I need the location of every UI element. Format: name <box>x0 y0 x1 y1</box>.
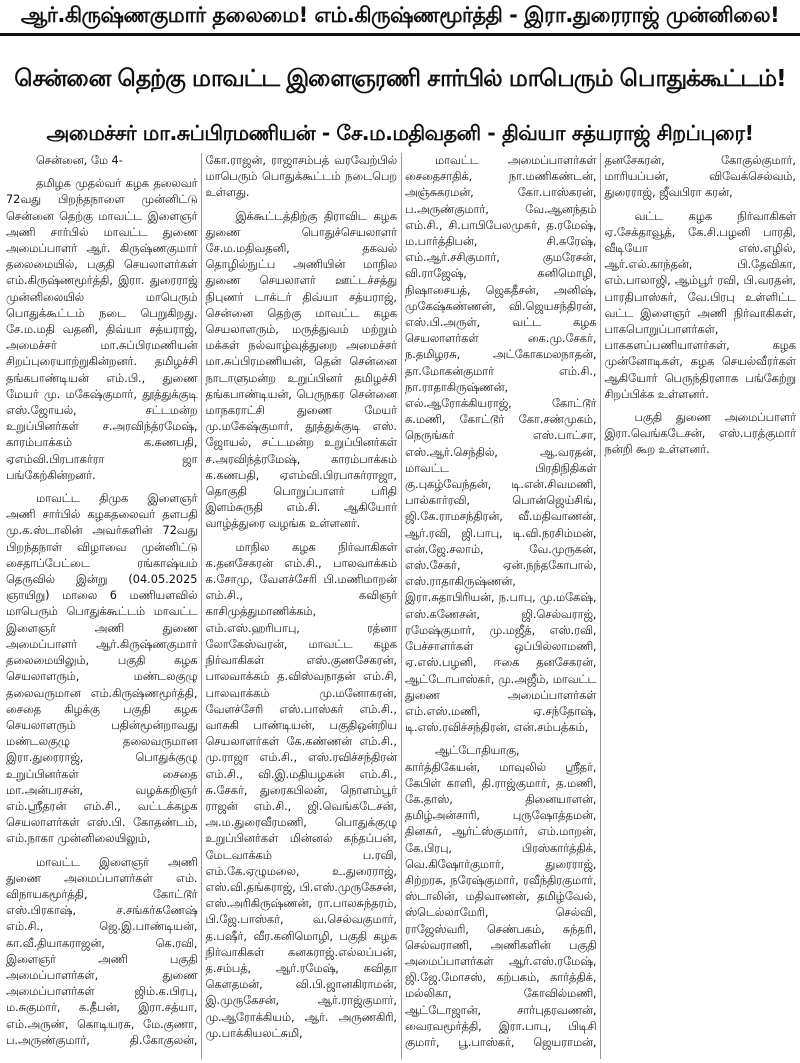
article-paragraph: இக்கூட்டத்திற்கு திராவிட கழக துணை பொதுச்செயலாளர் சே.ம.மதிவதனி, தகவல் தொழில்நுட்ப அணியின் மாநில துணை செயலாளர் ஊட்டச்சத்து நிபுணர் டாக்டர் திவ்யா சத்யராஜ், சென்னை தெற்கு மாவட்ட கழக செயலாளரும், மருத்துவம் மற்றும் மக்கள் நல்வாழ்வுத்துறை அமைச்சர் மா.சுப்பிரமணியன், தென் சென்னை நாடாளுமன்ற உறுப்பினர் தமிழச்சி தங்கபாண்டியன், பெருநகர சென்னை மாநகராட்சி துணை மேயர் மு.மகேஷ்குமார், தூத்துக்குடி எஸ். ஜோயல், சட்டமன்ற உறுப்பினர்கள் ச.அரவிந்த்ரமேஷ், காரம்பாக்கம் க.கணபதி, ஏஎம்வி.பிரபாகர்ராஜா, தொகுதி பொறுப்பாளர் பரிதி இளம்சுருதி எம்.சி. ஆகியோர் வாழ்த்துரை வழங்க உள்ளனர். <box>205 209 397 531</box>
article-paragraph: ஆட்டோதியாகு, கார்த்திகேயன், மாவுலில் ஸ்ரீதர், கேபிள் காளி, தி.ராஜ்குமார், த.மணி, கே.தாஸ், தினையாளன், தமிழ்அன்சாரி, புருஷோத்தமன், தினகர், ஆர்ட்ஸ்குமார், எம்.மாறன், கே.பிரபு, பிரஸ்கார்த்திக், வெ.கிஷோர்குமார், துரைராஜ், சிற்றரசு, நரேஷ்குமார், ரவீந்திரகுமார், ஸ்டாலின், மதிவாணன், தமிழ்வேல், ஸ்டெல்லாமேரி, செல்வி, ராஜேஸ்வரி, செண்பகம், சுந்தரி, செல்வராணி, அணிகளின் பகுதி அமைப்பாளர்கள் ஆர்.எஸ்.ரமேஷ், ஜி.ஜே.மோசஸ், கற்பகம், கார்த்திக், மல்லிகா, கோவில்மணி, ஆட்டோஜான், சார்புதரவணன், வைரவமூர்த்தி, இரா.பாபு, பிடிசி குமார், பூ.பாஸ்கர், ஜெயராமன், தனசேகரன், கோகுல்குமார், மாரியப்பன், விவேக்செல்வம், துரைராஜ், ஜீவபிரா கரன், <box>405 154 796 1049</box>
headline <box>0 44 800 114</box>
article-paragraph: வட்ட கழக நிர்வாகிகள் ஏ.சேக்தாவூத், கே.சி.பழனி பாரதி, வீடியோ எஸ்.எழில், ஆர்.எல்.காந்தன், பி.தேவிகா, எம்.பாலாஜி, ஆம்பூர் ரவி, பி.வரதன், பாரதிபாஸ்கர், வே.பிரபு உள்ளிட்ட வட்ட இளைஞர் அணி நிர்வாகிகள், பாகபொறுப்பாளர்கள், பாககளப்பணியாளர்கள், கழக முன்னோடிகள், கழக செயல்வீரர்கள் ஆகியோர் பெருந்திரளாக பங்கேற்று சிறப்பிக்க உள்ளனர். <box>604 209 796 401</box>
article-paragraph: மாவட்ட அமைப்பாளர்கள் சைதைசாதிக், நா.மணிகண்டன், அஞ்சுகரமன், கோ.பாஸ்கரன், ப.அருண்குமார், வே.ஆனந்தம் எம்.சி., சி.பாபிபேலமுகர், த.ரமேஷ், ம.பார்த்திபன், சி.சுரேஷ், எம்.ஆர்.சசிகுமார், குமரேசன், வி.ராஜேஷ், கனிமொழி, நிஷாசையத், ஜெகதீசன், அனிஷ், முகேஷ்கண்ணன், வி.ஜெயசந்திரன், எஸ்.பி.அருள், வட்ட கழக செயலாளர்கள் கை.மு.சேகர், ந.தமிழரசு, அட்கோகமலநாதன், தா.மோகன்குமார் எம்.சி., நா.ராதாகிருஷ்ணன், எல்.ஆரோக்கியராஜ், கோட்டூர் க.மணி, கோட்டூர் கோ.சண்முகம், நெருங்கர் எஸ்.பாட்சா, எஸ்.ஆர்.செந்தில், ஆ.வரதன், மாவட்ட பிரதிநிதிகள் கு.புகழ்வேந்தன், டி.என்.சிவமணி, பால்கார்ரவி, பொன்ஜெய்சிங், ஜி.கே.ராமசந்திரன், வீ.மதிவாணன், ஆர்.ரவி, ஜி.பாபு, டி.வி.நரசிம்மன், என்.ஜே.சலாம், வே.முருகன், எஸ்.சேகர், ஏன்.நந்தகோபால், எஸ்.ராதாகிருஷ்ணன், இரா.சுதாபிரியன், ந.பாபு, மு.மகேஷ், எஸ்.கணேசன், ஜி.செல்வராஜ், ரமேஷ்குமார், மு.மஜீத், எஸ்.ரவி, பேச்சாளர்கள் ஒப்பில்லாமணி, ஏ.எஸ்.பழனி, ஈகை தனசேகரன், ஆட்டோபாஸ்கர், மு.அஜீம், மாவட்ட துணை அமைப்பாளர்கள் எம்.எஸ்.மணி, ஏ.சந்தோஷ், டி.எஸ்.ரவிச்சந்திரன், என்.சம்பத்கம், <box>405 154 597 735</box>
subheadline <box>0 118 800 150</box>
headline-text: சென்னை தெற்கு மாவட்ட இளைஞரணி சார்பில் மாபெரும் பொதுக்கூட்டம்! <box>14 63 786 92</box>
article-body <box>6 153 796 1059</box>
article-paragraph: மாவட்ட இளைஞர் அணி துணை அமைப்பாளர்கள் எம். விநாயகமூர்த்தி, கோட்டூர் எஸ்.பிரகாஷ், ச.சங்கர்கணேஷ் எம்.சி., ஜெ.இ.பாண்டியன், கா.வீ.தியாகராஜன், கெ.ரவி, இளைஞர் அணி பகுதி அமைப்பாளர்கள், துணை அமைப்பாளர்கள் ஜிம்.க.பிரபு, ம.சுகுமார், க.தீபன், இரா.சத்யா, எம்.அருண், கொடியரசு, மே.குணா, ப.அருண்குமார், தி.கோகுலன், கோ.ராஜன், ராஜாசம்பத் வரவேற்பில் மாபெரும் பொதுக்கூட்டம் நடைபெற உள்ளது. <box>6 154 397 1047</box>
top-banner-text: ஆர்.கிருஷ்ணகுமார் தலைமை! எம்.கிருஷ்ணமூர்த்தி - இரா.துரைராஜ் முன்னிலை! <box>20 3 780 27</box>
top-banner <box>0 0 800 36</box>
article-paragraph: மாவட்ட திமுக இளைஞர் அணி சார்பில் கழகதலைவர் தளபதி மு.க.ஸ்டாலின் அவர்களின் 72வது பிறந்தநாள் விழாவை முன்னிட்டு சைதாப்பேட்டை ரங்காஷ்யம் தெருவில் இன்று (04.05.2025 ஞாயிறு) மாலை 6 மணியளவில் மாபெரும் பொதுக்கூட்டம் மாவட்ட இளைஞர் அணி துணை அமைப்பாளர் ஆர்.கிருஷ்ணகுமார் தலைமையிலும், பகுதி கழக செயலாளரும், மண்டலகுழு தலைவருமான எம்.கிருஷ்ணமூர்த்தி, சைதை கிழக்கு பகுதி கழக செயலாளரும் பதின்மூன்றாவது மண்டலகுழு தலைவருமான இரா.துரைராஜ், பொதுக்குழு உறுப்பினர்கள் சைதை மா.அன்பரசன், வழக்கறிஞர் எம்.ஸ்ரீதரன் எம்.சி., வட்டக்கழக செயலாளர்கள் எஸ்.பி. கோதண்டம், எம்.நாகா முன்னிலையிலும், <box>6 492 198 846</box>
article-paragraph: மாநில கழக நிர்வாகிகள் க.தனசேகரன் எம்.சி., பாலவாக்கம் க.சோமு, வேளச்சேரி பி.மணிமாறன் எம்.சி., கவிஞர் காசிமுத்துமாணிக்கம், எம்.எஸ்.ஹரிபாபு, ரத்னா லோகேஸ்வரன், மாவட்ட கழக நிர்வாகிகள் எஸ்.குணசேகரன், பாலவாக்கம் த.விஸ்வநாதன் எம்.சி, பாலவாக்கம் மு.மனோகரன், வேளச்சேரி எஸ்.பாஸ்கர் எம்.சி., வாசுகி பாண்டியன், பகுதிஒன்றிய செயலாளர்கள் கே.கண்ணன் எம்.சி., மு.ராஜா எம்.சி., எஸ்.ரவிச்சந்திரன் எம்.சி., வி.இ.மதியழகன் எம்.சி., சு.சேகர், துரைகபிலன், நொளம்பூர் ராஜன் எம்.சி., ஜி.வெங்கடேசன், அ.ம.துரைவீரமணி, பொதுக்குழு உறுப்பினர்கள் மின்னல் கந்தப்பன், மேடவாக்கம் ப.ரவி, எம்.கே.ஏழுமலை, உ.துரைராஜ், எஸ்.வி.தங்கராஜ், பி.எஸ்.முருகேசன், எஸ்.அரிகிருஷ்ணன், ரா.பாலசுந்தரம், பி.ஜே.பாஸ்கர், வ.செல்வகுமார், த.பஷீர், வீர.கனிமொழி, பகுதி கழக நிர்வாகிகள் கனகராஜ்.எல்லப்பன், த.சம்பத், ஆர்.ரமேஷ், கவிதா கௌதமன், வி.பி.ஜானகிராமன், இ.முருகேசன், ஆர்.ராஜ்குமார், மு.ஆரோக்கியம், ஆர். அருணகிரி, மு.பாக்கியலட்சுமி, <box>205 540 397 1040</box>
subheadline-text: அமைச்சர் மா.சுப்பிரமணியன் - சே.ம.மதிவதனி - திவ்யா சத்யராஜ் சிறப்புரை! <box>46 120 754 145</box>
article-dateline: சென்னை, மே 4- <box>36 154 123 167</box>
article-paragraph: தமிழக முதல்வர் கழக தலைவர் 72வது பிறந்தநாளை முன்னிட்டு சென்னை தெற்கு மாவட்ட இளைஞர் அணி சார்பில் மாவட்ட துணை அமைப்பாளர் ஆர். கிருஷ்ணகுமார் தலைமையில், பகுதி செயலாளர்கள் எம்.கிருஷ்ணமூர்த்தி, இரா. துரைராஜ் முன்னிலையில் மாபெரும் பொதுக்கூட்டம் நடை பெறுகிறது. சே.ம.மதி வதனி, திவ்யா சத்யராஜ், அமைச்சர் மா.சுப்பிரமணியன் சிறப்புரையாற்றுகின்றனர். தமிழச்சி தங்கபாண்டியன் எம்.பி., துணை மேயர் மு. மகேஷ்குமார், தூத்துக்குடி எஸ்.ஜோயல், சட்டமன்ற உறுப்பினர்கள் ச.அரவிந்த்ரமேஷ், காரம்பாக்கம் க.கணபதி, ஏஎம்வி.பிரபாகர்ரா ஜா பங்கேற்கின்றனர். <box>6 177 198 482</box>
article-paragraph: பகுதி துணை அமைப்பாளர் இரா.வெங்கடேசன், எஸ்.பரத்குமார் நன்றி கூற உள்ளனர். <box>604 411 796 457</box>
